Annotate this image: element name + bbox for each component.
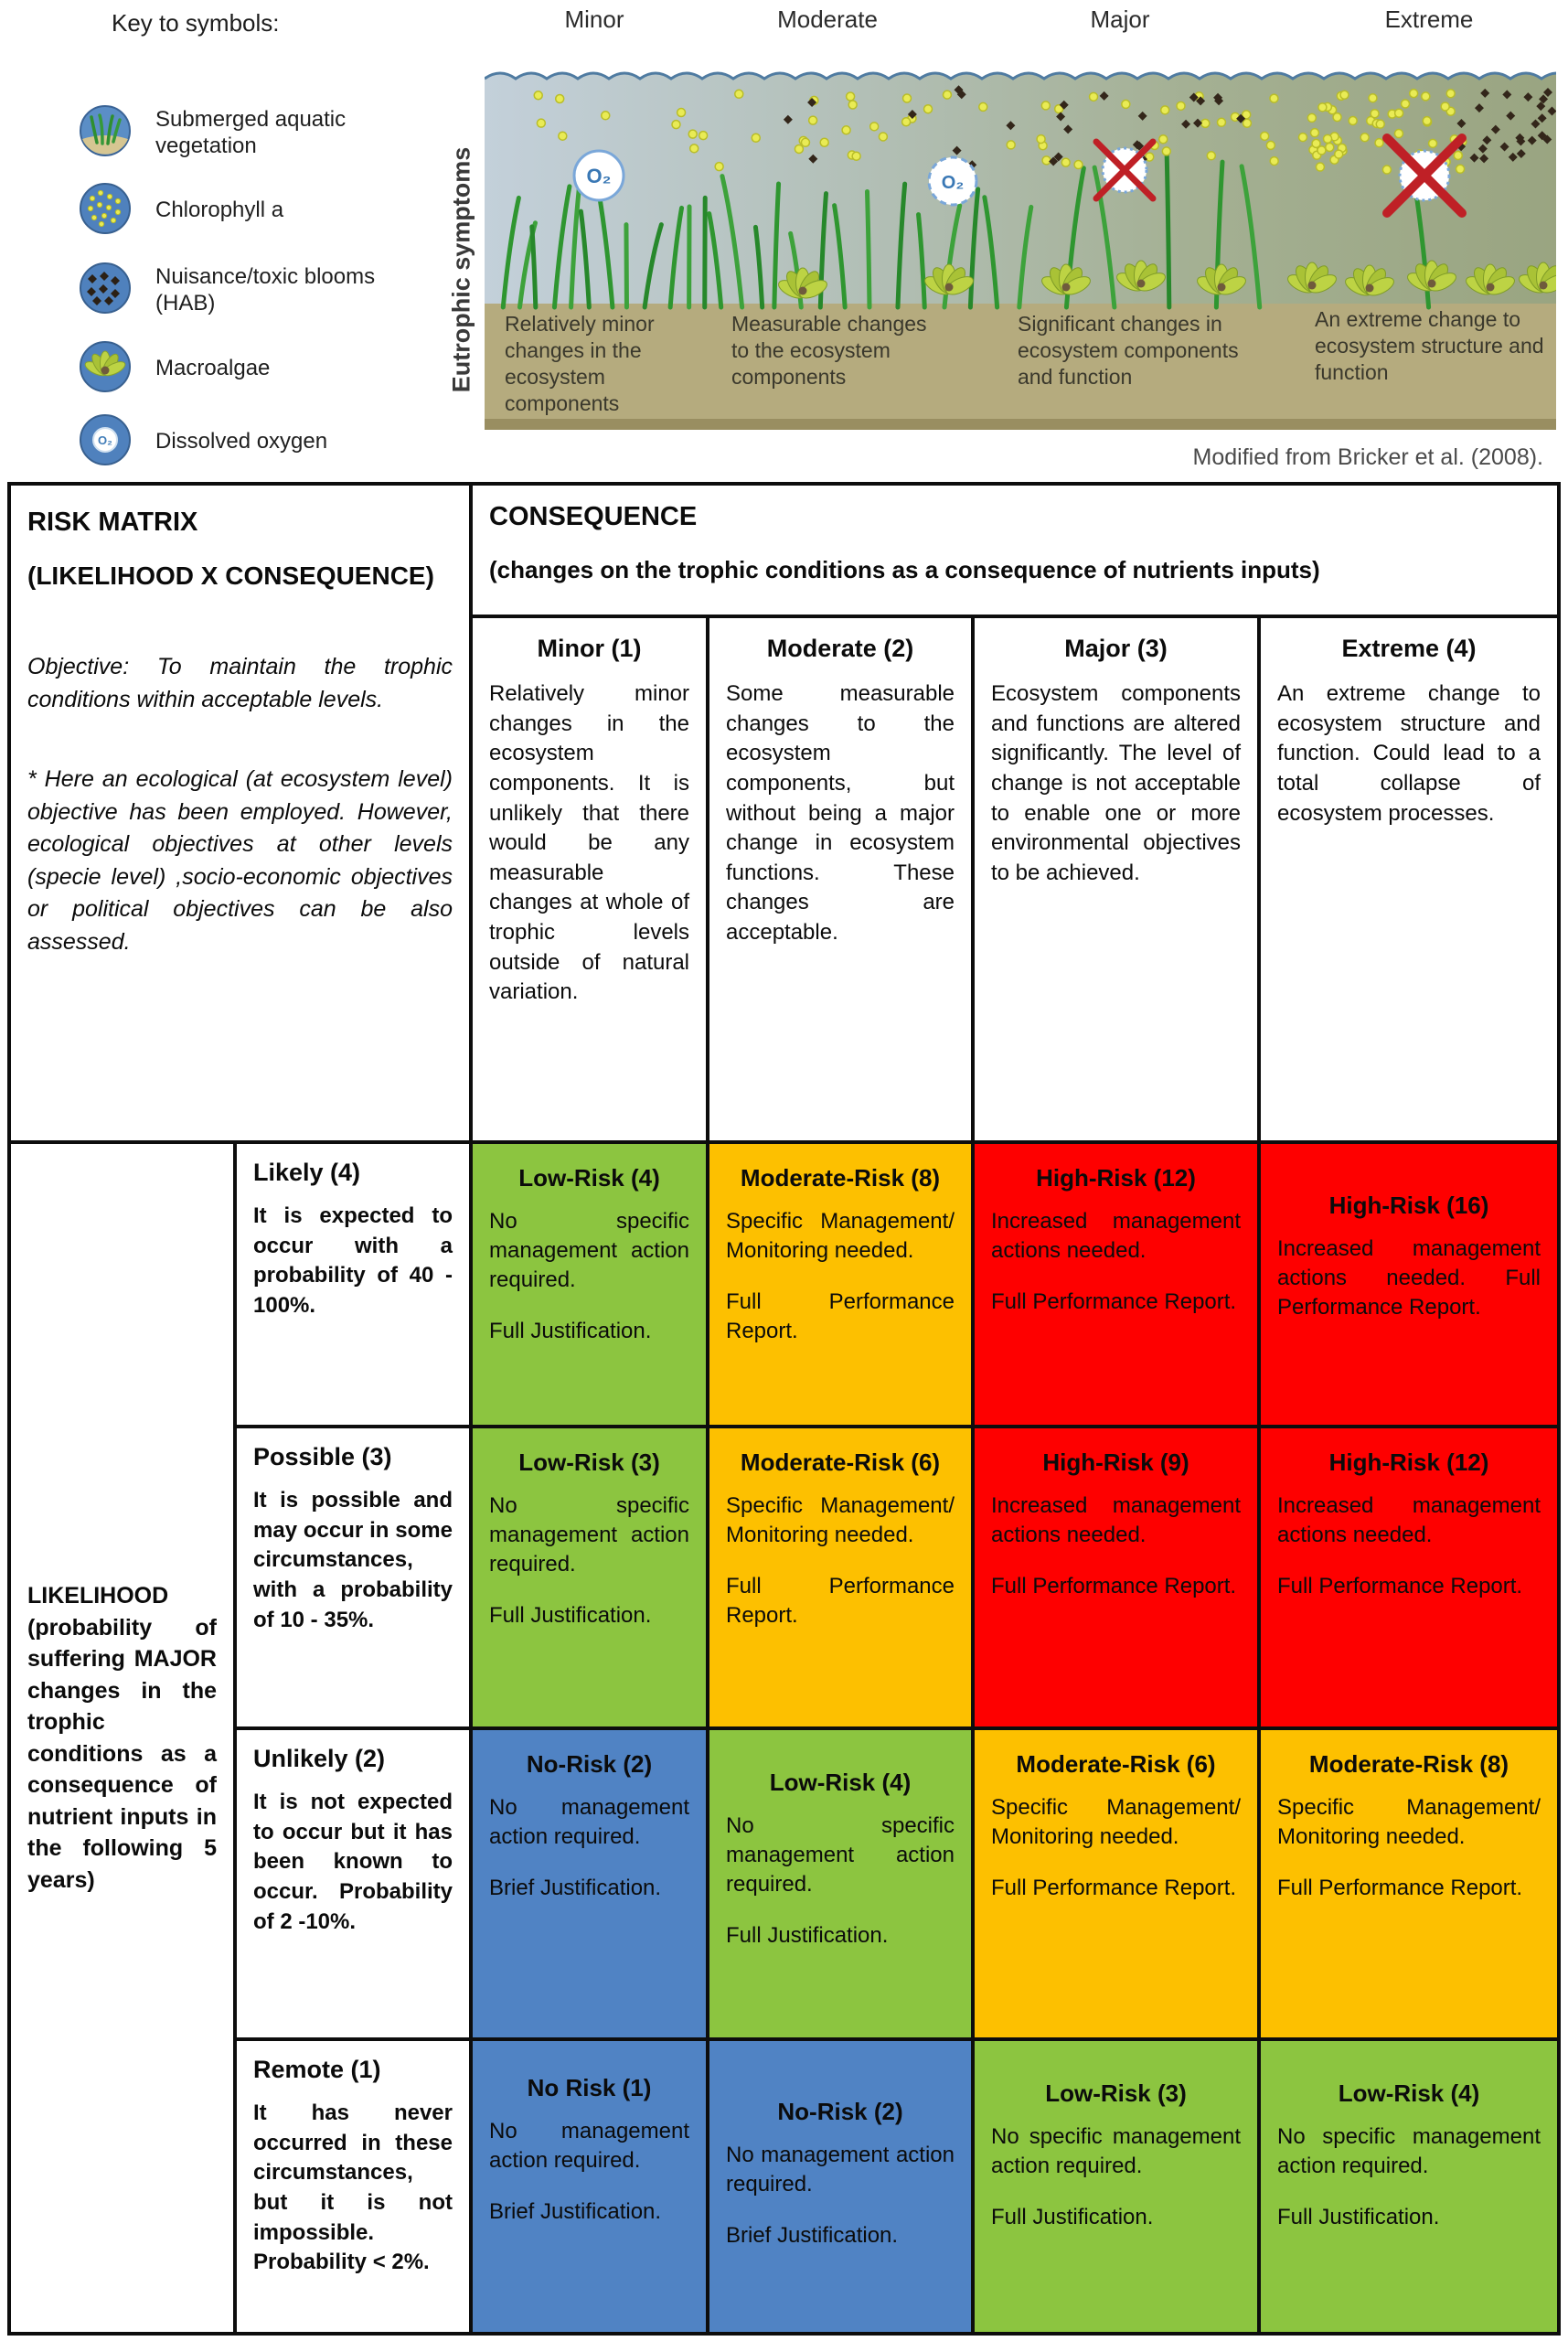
risk-cell-possible-moderate — [706, 1425, 975, 1730]
risk-cell-likely-minor — [469, 1140, 709, 1428]
risk-label: Low-Risk (4) — [518, 1164, 660, 1192]
source-credit: Modified from Bricker et al. (2008). — [1192, 444, 1543, 470]
risk-label: Low-Risk (3) — [518, 1448, 660, 1476]
col-label: Major (3) — [1064, 635, 1168, 662]
row-label: Remote (1) — [253, 2056, 381, 2083]
risk-label: No-Risk (2) — [526, 1750, 653, 1778]
risk-label: High-Risk (12) — [1036, 1164, 1196, 1192]
chlorophyll-icon — [79, 182, 132, 240]
risk-text: No management action required. — [726, 2143, 955, 2197]
risk-label: Moderate-Risk (6) — [1016, 1750, 1216, 1778]
risk-label: No-Risk (2) — [777, 2098, 903, 2125]
risk-label: Moderate-Risk (6) — [740, 1448, 941, 1476]
risk-label: High-Risk (9) — [1042, 1448, 1189, 1476]
risk-matrix-title: RISK MATRIX — [27, 508, 198, 537]
risk-text: No management action required. — [489, 1795, 689, 1850]
row-description: It is expected to occur with a probability of 40 - 100%. — [253, 1203, 453, 1318]
risk-text: Increased management actions needed. — [991, 1493, 1241, 1548]
illustration-caption-minor: Relatively minor changes in the ecosystem components — [505, 312, 655, 415]
risk-label: Low-Risk (4) — [769, 1769, 912, 1796]
risk-cell-remote-extreme — [1257, 2037, 1561, 2336]
macroalgae-icon — [79, 340, 132, 398]
likelihood-header-cell — [7, 1140, 237, 2336]
legend-item-sav — [79, 104, 384, 162]
risk-cell-unlikely-moderate — [706, 1726, 975, 2041]
risk-matrix-subtitle: (LIKELIHOOD X CONSEQUENCE) — [27, 561, 434, 590]
dissolved-oxygen-icon — [79, 413, 132, 471]
risk-text: Full Performance Report. — [1277, 1574, 1523, 1599]
likelihood-row-unlikely — [233, 1726, 473, 2041]
risk-text: Brief Justification. — [489, 2199, 662, 2225]
hab-icon — [79, 262, 132, 319]
row-description: It is possible and may occur in some circumstances, with a probability of 10 - 35%. — [253, 1488, 453, 1632]
risk-text: No specific management action required. — [726, 1813, 955, 1897]
risk-cell-likely-moderate — [706, 1140, 975, 1428]
risk-text: Full Performance Report. — [991, 1289, 1237, 1315]
footnote-text: * Here an ecological (at ecosystem level) objective has been employed. However, ecological objectives at other levels (specie level) ,socio-economic objectives or political objectives can be also assessed. — [27, 766, 453, 955]
key-title: Key to symbols: — [112, 9, 280, 37]
likelihood-row-possible — [233, 1425, 473, 1730]
severity-label-extreme: Extreme — [1384, 5, 1474, 33]
row-description: It has never occurred in these circumstances, but it is not impossible. Probability < 2%. — [253, 2100, 453, 2275]
col-label: Moderate (2) — [766, 635, 914, 662]
risk-cell-remote-major — [971, 2037, 1261, 2336]
risk-text: Full Performance Report. — [991, 1574, 1237, 1599]
col-label: Extreme (4) — [1341, 635, 1477, 662]
risk-matrix-corner-cell — [7, 482, 473, 1144]
legend-item-macroalgae — [79, 340, 384, 398]
col-description: Ecosystem components and functions are altered significantly. The level of change is not acceptable to enable one or more environmental objectives to be achieved. — [991, 681, 1241, 885]
consequence-col-minor — [469, 615, 709, 1144]
severity-label-major: Major — [1090, 5, 1150, 33]
consequence-col-major — [971, 615, 1261, 1144]
risk-text: No specific management action required. — [1277, 2124, 1541, 2179]
severity-label-minor: Minor — [564, 5, 624, 33]
likelihood-title: LIKELIHOOD (probability of suffering MAJOR changes in the trophic conditions as a consequence of nutrient inputs in the following 5 years) — [27, 1583, 217, 1893]
legend-label: Dissolved oxygen — [155, 429, 328, 454]
risk-text: Specific Management/ Monitoring needed. — [726, 1209, 955, 1264]
risk-label: High-Risk (16) — [1328, 1192, 1489, 1219]
risk-text: Increased management actions needed. — [1277, 1493, 1541, 1548]
risk-cell-unlikely-minor — [469, 1726, 709, 2041]
col-description: Some measurable changes to the ecosystem components, but without being a major change in ecosystem functions. These changes are acceptable. — [726, 681, 955, 945]
illustration-caption-moderate: Measurable changes to the ecosystem components — [731, 312, 927, 389]
risk-text: Specific Management/ Monitoring needed. — [1277, 1795, 1541, 1850]
legend-label: Submerged aquatic vegetation — [155, 106, 347, 158]
risk-text: Full Justification. — [1277, 2205, 1440, 2230]
likelihood-row-likely — [233, 1140, 473, 1428]
risk-cell-remote-minor — [469, 2037, 709, 2336]
likelihood-row-remote — [233, 2037, 473, 2336]
risk-cell-unlikely-extreme — [1257, 1726, 1561, 2041]
risk-text: Brief Justification. — [489, 1876, 662, 1901]
risk-label: Low-Risk (4) — [1338, 2079, 1480, 2107]
consequence-title: CONSEQUENCE — [489, 502, 698, 531]
illustration-caption-major: Significant changes in ecosystem components and function — [1018, 312, 1239, 389]
row-label: Possible (3) — [253, 1443, 392, 1470]
o2-symbol: O₂ — [98, 433, 112, 447]
risk-cell-possible-minor — [469, 1425, 709, 1730]
risk-text: Increased management actions needed. Full Performance Report. — [1277, 1236, 1541, 1320]
legend-label: Macroalgae — [155, 356, 271, 381]
risk-text: Specific Management/ Monitoring needed. — [991, 1795, 1241, 1850]
risk-text: No specific management action required. — [991, 2124, 1241, 2179]
col-description: An extreme change to ecosystem structure and function. Could lead to a total collapse of ecosystem processes. — [1277, 681, 1541, 826]
row-label: Unlikely (2) — [253, 1745, 386, 1772]
risk-text: No management action required. — [489, 2119, 689, 2174]
risk-label: Moderate-Risk (8) — [740, 1164, 941, 1192]
illustration-caption-extreme: An extreme change to ecosystem structure and function — [1315, 307, 1544, 384]
risk-label: High-Risk (12) — [1328, 1448, 1489, 1476]
risk-text: No specific management action required. — [489, 1493, 689, 1577]
o2-symbol-minor: O₂ — [586, 165, 612, 187]
legend-label: Chlorophyll a — [155, 198, 284, 223]
consequence-col-moderate — [706, 615, 975, 1144]
risk-cell-possible-extreme — [1257, 1425, 1561, 1730]
risk-cell-remote-moderate — [706, 2037, 975, 2336]
consequence-header-cell — [469, 482, 1561, 618]
risk-label: Moderate-Risk (8) — [1308, 1750, 1509, 1778]
col-label: Minor (1) — [537, 635, 642, 662]
risk-text: Full Justification. — [726, 1923, 889, 1949]
risk-cell-likely-major — [971, 1140, 1261, 1428]
risk-text: Full Justification. — [489, 1319, 652, 1344]
risk-cell-likely-extreme — [1257, 1140, 1561, 1428]
o2-symbol-moderate: O₂ — [941, 173, 965, 193]
row-label: Likely (4) — [253, 1159, 361, 1186]
legend-item-oxygen — [79, 413, 384, 471]
risk-text: Increased management actions needed. — [991, 1209, 1241, 1264]
sav-icon — [79, 104, 132, 162]
col-description: Relatively minor changes in the ecosystem components. It is unlikely that there would be any measurable changes at whole of trophic levels outside of natural variation. — [489, 681, 689, 1005]
risk-text: Brief Justification. — [726, 2223, 899, 2249]
risk-text: Full Justification. — [991, 2205, 1154, 2230]
eutrophic-symptoms-axis-label: Eutrophic symptoms — [447, 146, 475, 393]
risk-label: Low-Risk (3) — [1045, 2079, 1187, 2107]
severity-label-moderate: Moderate — [777, 5, 878, 33]
consequence-subtitle: (changes on the trophic conditions as a consequence of nutrients inputs) — [489, 556, 1320, 583]
consequence-col-extreme — [1257, 615, 1561, 1144]
risk-text: Full Performance Report. — [726, 1289, 955, 1344]
risk-text: Specific Management/ Monitoring needed. — [726, 1493, 955, 1548]
row-description: It is not expected to occur but it has been known to occur. Probability of 2 -10%. — [253, 1790, 453, 1934]
objective-text: Objective: To maintain the trophic conditions within acceptable levels. — [27, 654, 453, 712]
risk-label: No Risk (1) — [527, 2074, 652, 2101]
risk-text: Full Justification. — [489, 1603, 652, 1629]
risk-text: Full Performance Report. — [726, 1574, 955, 1629]
legend-label: Nuisance/toxic blooms (HAB) — [155, 263, 376, 315]
legend-item-hab — [79, 262, 384, 319]
legend-item-chlorophyll — [79, 182, 384, 240]
risk-cell-possible-major — [971, 1425, 1261, 1730]
risk-text: No specific management action required. — [489, 1209, 689, 1293]
risk-cell-unlikely-major — [971, 1726, 1261, 2041]
risk-text: Full Performance Report. — [991, 1876, 1237, 1901]
risk-text: Full Performance Report. — [1277, 1876, 1523, 1901]
